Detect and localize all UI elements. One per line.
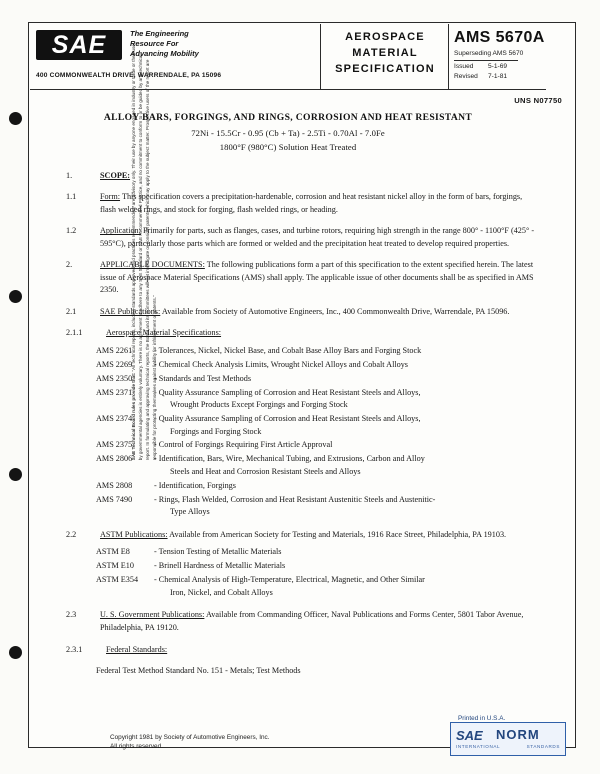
doc-type-line-3: SPECIFICATION [335, 62, 435, 75]
section-2-3-number: 2.3 [66, 610, 77, 620]
header-divider-left [320, 24, 321, 90]
tagline-line-1: The Engineering [130, 29, 189, 38]
section-2-1-lead: SAE Publications: [100, 306, 161, 316]
document-header [30, 24, 546, 90]
ams-text-cont: Forgings and Forging Stock [170, 426, 262, 436]
federal-reference-list [96, 665, 540, 677]
ams-reference-list [96, 345, 540, 519]
side-legal-bold: SAE Technical Board rules provide that: [130, 372, 136, 461]
document-type-title [330, 30, 440, 78]
list-item [96, 546, 540, 558]
section-2-1-1 [66, 327, 540, 519]
punch-hole [9, 290, 22, 303]
section-1-number: 1. [66, 171, 73, 180]
punch-hole [9, 646, 22, 659]
sae-address: 400 COMMONWEALTH DRIVE, WARRENDALE, PA 15096 [36, 72, 222, 79]
section-1-2-number: 1.2 [66, 226, 77, 236]
ams-code: AMS 2375 [96, 440, 133, 450]
federal-item-text: Federal Test Method Standard No. 151 - Metals; Test Methods [96, 665, 301, 675]
astm-text: - Tension Testing of Metallic Materials [154, 547, 282, 557]
list-item [96, 359, 540, 371]
ams-text-cont: Steels and Heat and Corrosion Resistant Steels and Alloys [170, 466, 361, 476]
doc-type-line-1: AEROSPACE [345, 31, 425, 43]
issued-row [454, 62, 507, 72]
list-item [96, 665, 540, 677]
section-2-2-number: 2.2 [66, 529, 77, 539]
astm-text: - Brinell Hardness of Metallic Materials [154, 561, 286, 571]
astm-code: ASTM E8 [96, 547, 130, 557]
section-2 [66, 259, 540, 296]
ams-code: AMS 2371 [96, 387, 133, 397]
title-line-2: 72Ni - 15.5Cr - 0.95 (Cb + Ta) - 2.5Ti - 0.70Al - 7.0Fe [191, 127, 385, 138]
section-2-3-lead: U. S. Government Publications: [100, 610, 205, 620]
section-2-text: The following publications form a part of this specification to the extent specified herein. The latest issue of Aerospace Material Specifications (AMS) shall apply. The applicable issue of other documents shall be as specified in AMS 2350. [100, 260, 534, 295]
sae-norm-stamp [450, 715, 566, 758]
stamp-subtext-right: STANDARDS [526, 744, 560, 749]
astm-reference-list [96, 546, 540, 599]
ams-code: AMS 2808 [96, 480, 133, 490]
copyright-line-1: Copyright 1981 by Society of Automotive Engineers, Inc. [110, 733, 270, 741]
page-title [30, 110, 546, 154]
section-1-heading: SCOPE: [100, 171, 131, 180]
ams-text: - Quality Assurance Sampling of Corrosion and Heat Resistant Steels and Alloys, [154, 387, 421, 397]
section-2-3 [66, 609, 540, 634]
ams-text-cont: Type Alloys [170, 507, 210, 517]
section-2-number: 2. [66, 260, 73, 270]
ams-text: - Identification, Forgings [154, 480, 236, 490]
section-2-1 [66, 306, 540, 318]
header-divider-right [448, 24, 449, 90]
section-1 [66, 170, 540, 182]
printed-in-usa-label: Printed in U.S.A. [458, 715, 506, 722]
section-1-1-lead: Form: [100, 192, 121, 202]
list-item [96, 413, 540, 438]
ams-text: - Tolerances, Nickel, Nickel Base, and Cobalt Base Alloy Bars and Forging Stock [154, 345, 422, 355]
list-item [96, 345, 540, 357]
section-2-3-1 [66, 644, 540, 677]
ams-text-cont: Wrought Products Except Forgings and Forging Stock [170, 400, 348, 410]
punch-hole [9, 468, 22, 481]
ams-text: - Standards and Test Methods [154, 373, 252, 383]
document-number: AMS 5670A [454, 29, 545, 46]
list-item [96, 373, 540, 385]
ams-code: AMS 2350 [96, 373, 133, 383]
section-2-2-lead: ASTM Publications: [100, 529, 168, 539]
revised-label: Revised [454, 72, 478, 80]
ams-text: - Rings, Flash Welded, Corrosion and Heat Resistant Austenitic Steels and Austenitic- [154, 494, 436, 504]
section-2-1-1-number: 2.1.1 [66, 328, 83, 338]
title-line-3: 1800°F (980°C) Solution Heat Treated [219, 142, 357, 152]
astm-code: ASTM E10 [96, 561, 134, 571]
stamp-sae-logo: SAE [456, 728, 483, 743]
sae-tagline [130, 29, 199, 59]
list-item [96, 480, 540, 492]
issued-date: 5-1-69 [488, 63, 508, 70]
document-dates [454, 62, 507, 82]
punch-hole [9, 112, 22, 125]
header-rule [454, 60, 518, 61]
section-2-3-1-number: 2.3.1 [66, 645, 83, 655]
section-2-2 [66, 529, 540, 599]
list-item [96, 560, 540, 572]
ams-text: - Identification, Bars, Wire, Mechanical Tubing, and Extrusions, Carbon and Alloy [154, 454, 425, 464]
list-item [96, 574, 540, 599]
section-2-2-text: Available from American Society for Testing and Materials, 1916 Race Street, Philadelphia, PA 19103. [169, 529, 507, 539]
ams-text: - Quality Assurance Sampling of Corrosion and Heat Resistant Steels and Alloys, [154, 414, 421, 424]
ams-text: - Control of Forgings Requiring First Article Approval [154, 440, 333, 450]
section-2-1-text: Available from Society of Automotive Engineers, Inc., 400 Commonwealth Drive, Warrendale, PA 15096. [161, 306, 510, 316]
stamp-subtext-left: INTERNATIONAL [456, 744, 501, 749]
list-item [96, 439, 540, 451]
section-2-3-1-lead: Federal Standards: [106, 645, 168, 655]
sae-logo: SAE [36, 30, 122, 60]
section-1-1 [66, 191, 540, 216]
section-2-1-1-lead: Aerospace Material Specifications: [106, 328, 222, 338]
section-1-1-text: This specification covers a precipitation-hardenable, corrosion and heat resistant nickel alloy in the form of bars, forgings, flash welded rings, and stock for forging, flash welded rings, or heading. [100, 192, 523, 214]
section-1-1-number: 1.1 [66, 192, 77, 202]
astm-text-cont: Iron, Nickel, and Cobalt Alloys [170, 587, 273, 597]
section-2-1-number: 2.1 [66, 306, 77, 316]
revised-row [454, 72, 507, 82]
doc-type-line-2: MATERIAL [352, 46, 418, 59]
copyright-line-2: All rights reserved. [110, 743, 163, 751]
ams-code: AMS 7490 [96, 494, 133, 504]
list-item [96, 387, 540, 412]
tagline-line-2: Resource For [130, 39, 179, 49]
section-2-lead: APPLICABLE DOCUMENTS: [100, 260, 205, 270]
astm-code: ASTM E354 [96, 575, 139, 585]
side-legal-text: "All technical reports, including standards approved and practices recommended, are advisory only. Their use by anyone engaged in industry or trade or their use by governmental agencies is entirely voluntary. There is no agreement to adhere to any SAE Standard or SAE Recommended Practice, and no commitment to conform to or be guided by any technical report. In formulating and approving technical reports, the Board and its Committees will not investigate or consider patents which may apply to the subject matter. Prospective users of the report are responsible for protecting themselves against liability for infringement of patents." [130, 44, 158, 461]
tagline-line-3: Advancing Mobility [130, 49, 199, 59]
copyright-notice [110, 733, 270, 752]
title-line-1: ALLOY BARS, FORGINGS, AND RINGS, CORROSION AND HEAT RESISTANT [103, 112, 473, 123]
stamp-norm-text: NORM [496, 727, 540, 742]
astm-text: - Chemical Analysis of High-Temperature, Electrical, Magnetic, and Other Similar [154, 575, 425, 585]
ams-code: AMS 2269 [96, 359, 133, 369]
section-1-2-lead: Application: [100, 226, 141, 236]
section-1-2 [66, 225, 540, 250]
list-item [96, 494, 540, 519]
ams-code: AMS 2806 [96, 454, 133, 464]
revised-date: 7-1-81 [488, 72, 508, 80]
ams-code: AMS 2374 [96, 414, 133, 424]
ams-code: AMS 2261 [96, 345, 133, 355]
document-body [66, 170, 540, 686]
ams-text: - Chemical Check Analysis Limits, Wrought Nickel Alloys and Cobalt Alloys [154, 359, 408, 369]
section-2-3-text: Available from Commanding Officer, Naval Publications and Forms Center, 5801 Tabor Avenue, Philadelphia, PA 19120. [100, 610, 524, 632]
list-item [96, 453, 540, 478]
superseding-note: Superseding AMS 5670 [454, 50, 524, 57]
uns-number: UNS N07750 [514, 96, 562, 105]
section-1-2-text: Primarily for parts, such as flanges, cases, and turbine rotors, requiring high strength in the range 800° - 1100°F (425° - 595°C), particularly those parts which are formed or welded and the precipitation heat treated to develop required properties. [100, 226, 535, 248]
issued-label: Issued [454, 63, 474, 70]
